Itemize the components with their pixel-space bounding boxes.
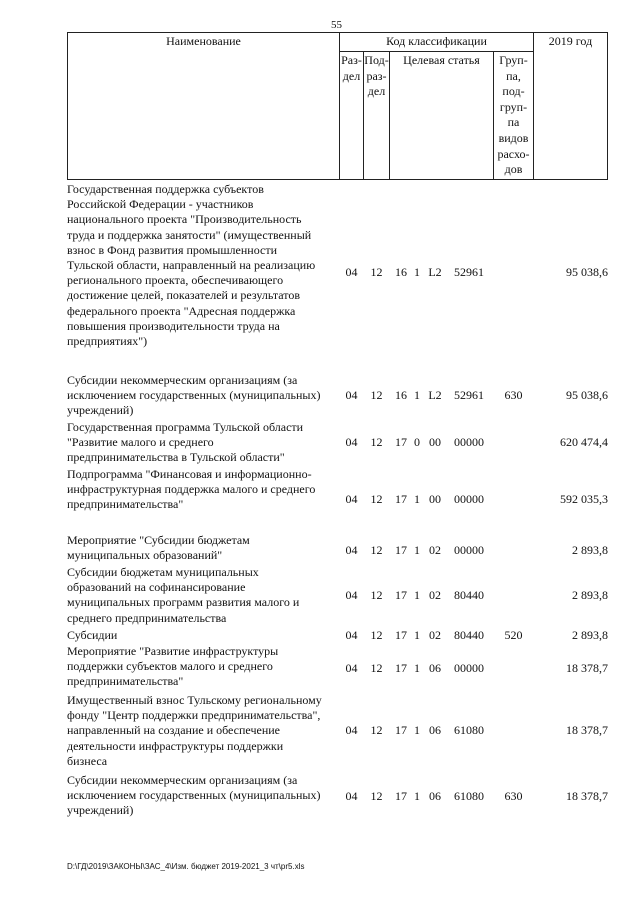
row-target-2: 1 [414,723,420,737]
table-row [0,467,640,527]
row-target-3: 02 [429,543,441,557]
row-podrazdel: 12 [370,388,383,402]
row-target-4: 00000 [454,661,484,675]
row-name: Государственная поддержка субъектов Российской Федерации - участников национального проекта "Производительность труда и поддержка занятости" (имущественный взнос в Фонд развития промышленности Тульской области, направленный на реализацию регионального проекта, обеспечивающего достижение целей, показателей и результатов федерального проекта "Адресная поддержка повышения производительности труда на предприятиях") [67,182,316,349]
row-razdel: 04 [345,388,358,402]
row-name: Имущественный взнос Тульскому региональному фонду "Центр поддержки предпринимательства", направленный на создание и обеспечение деятельности инфраструктуры поддержки бизнеса [67,693,322,768]
row-razdel: 04 [345,723,358,737]
row-razdel: 04 [345,661,358,675]
row-target-2: 0 [414,435,420,449]
row-target-1: 17 [395,789,407,803]
row-target-1: 17 [395,543,407,557]
row-name: Государственная программа Тульской области "Развитие малого и среднего предпринимательства в Тульской области" [67,420,304,465]
table-row [0,628,640,644]
row-podrazdel: 12 [370,492,383,506]
row-name: Субсидии некоммерческим организациям (за исключением государственных (муниципальных) учреждений) [67,773,321,818]
table-row [0,373,640,419]
table-row [0,565,640,627]
row-podrazdel: 12 [370,588,383,602]
row-group: 630 [504,789,523,803]
table-row [0,693,640,771]
header-name: Наименование [166,34,241,48]
row-target-2: 1 [414,492,420,506]
row-amount: 18 378,7 [566,661,608,675]
row-target-3: 00 [429,435,441,449]
row-target-1: 17 [395,661,407,675]
row-podrazdel: 12 [370,661,383,675]
row-target-4: 52961 [454,265,484,279]
table-row [0,182,640,352]
row-target-1: 16 [395,388,407,402]
row-target-4: 80440 [454,628,484,642]
header-group: Груп- па, под- груп- па видов расхо- дов [497,53,530,177]
row-razdel: 04 [345,588,358,602]
row-name: Мероприятие "Субсидии бюджетам муниципальных образований" [67,533,250,563]
row-target-4: 00000 [454,435,484,449]
row-razdel: 04 [345,265,358,279]
row-razdel: 04 [345,628,358,642]
row-name: Подпрограмма "Финансовая и информационно- инфраструктурная поддержка малого и среднего предпринимательства" [67,467,316,512]
row-target-3: 00 [429,492,441,506]
file-path-footer: D:\ГД\2019\ЗАКОНЫ\ЗАС_4\Изм. бюджет 2019-2021_3 чт\pr5.xls [67,862,305,871]
row-target-1: 17 [395,723,407,737]
row-amount: 592 035,3 [560,492,608,506]
table-row [0,644,640,692]
row-amount: 18 378,7 [566,723,608,737]
row-target-3: 02 [429,628,441,642]
row-target-2: 1 [414,628,420,642]
row-target-4: 00000 [454,543,484,557]
row-target-2: 1 [414,543,420,557]
row-target-3: 06 [429,661,441,675]
row-razdel: 04 [345,789,358,803]
row-razdel: 04 [345,492,358,506]
row-podrazdel: 12 [370,723,383,737]
row-group: 520 [504,628,523,642]
page-number: 55 [331,19,342,31]
row-name: Субсидии [67,628,118,642]
header-year: 2019 год [548,34,593,48]
row-podrazdel: 12 [370,435,383,449]
header-target: Целевая статья [403,53,480,67]
table-row [0,420,640,466]
row-target-3: L2 [428,388,442,402]
row-target-1: 17 [395,435,407,449]
row-target-4: 00000 [454,492,484,506]
row-name: Субсидии бюджетам муниципальных образований на софинансирование муниципальных программ развития малого и среднего предпринимательства [67,565,300,625]
row-amount: 95 038,6 [566,388,608,402]
row-podrazdel: 12 [370,265,383,279]
row-podrazdel: 12 [370,543,383,557]
row-target-2: 1 [414,661,420,675]
row-target-1: 17 [395,492,407,506]
row-amount: 95 038,6 [566,265,608,279]
row-amount: 2 893,8 [572,588,608,602]
row-name: Мероприятие "Развитие инфраструктуры поддержки субъектов малого и среднего предпринимательства" [67,644,279,689]
table-row [0,773,640,821]
row-podrazdel: 12 [370,628,383,642]
row-target-4: 52961 [454,388,484,402]
header-razdel: Раз- дел [341,53,362,83]
row-target-2: 1 [414,265,420,279]
row-target-3: 02 [429,588,441,602]
row-target-2: 1 [414,388,420,402]
row-target-3: 06 [429,723,441,737]
row-amount: 620 474,4 [560,435,608,449]
header-podrazdel: Под- раз- дел [364,53,389,99]
row-amount: 2 893,8 [572,628,608,642]
row-target-3: 06 [429,789,441,803]
row-target-1: 16 [395,265,407,279]
row-amount: 2 893,8 [572,543,608,557]
row-target-4: 61080 [454,723,484,737]
row-razdel: 04 [345,543,358,557]
row-target-2: 1 [414,789,420,803]
row-target-1: 17 [395,628,407,642]
row-target-1: 17 [395,588,407,602]
table-row [0,533,640,565]
row-razdel: 04 [345,435,358,449]
header-code: Код классификации [386,34,487,48]
row-amount: 18 378,7 [566,789,608,803]
row-target-3: L2 [428,265,442,279]
row-target-2: 1 [414,588,420,602]
row-podrazdel: 12 [370,789,383,803]
row-target-4: 61080 [454,789,484,803]
row-group: 630 [504,388,523,402]
row-name: Субсидии некоммерческим организациям (за исключением государственных (муниципальных) учреждений) [67,373,321,418]
row-target-4: 80440 [454,588,484,602]
